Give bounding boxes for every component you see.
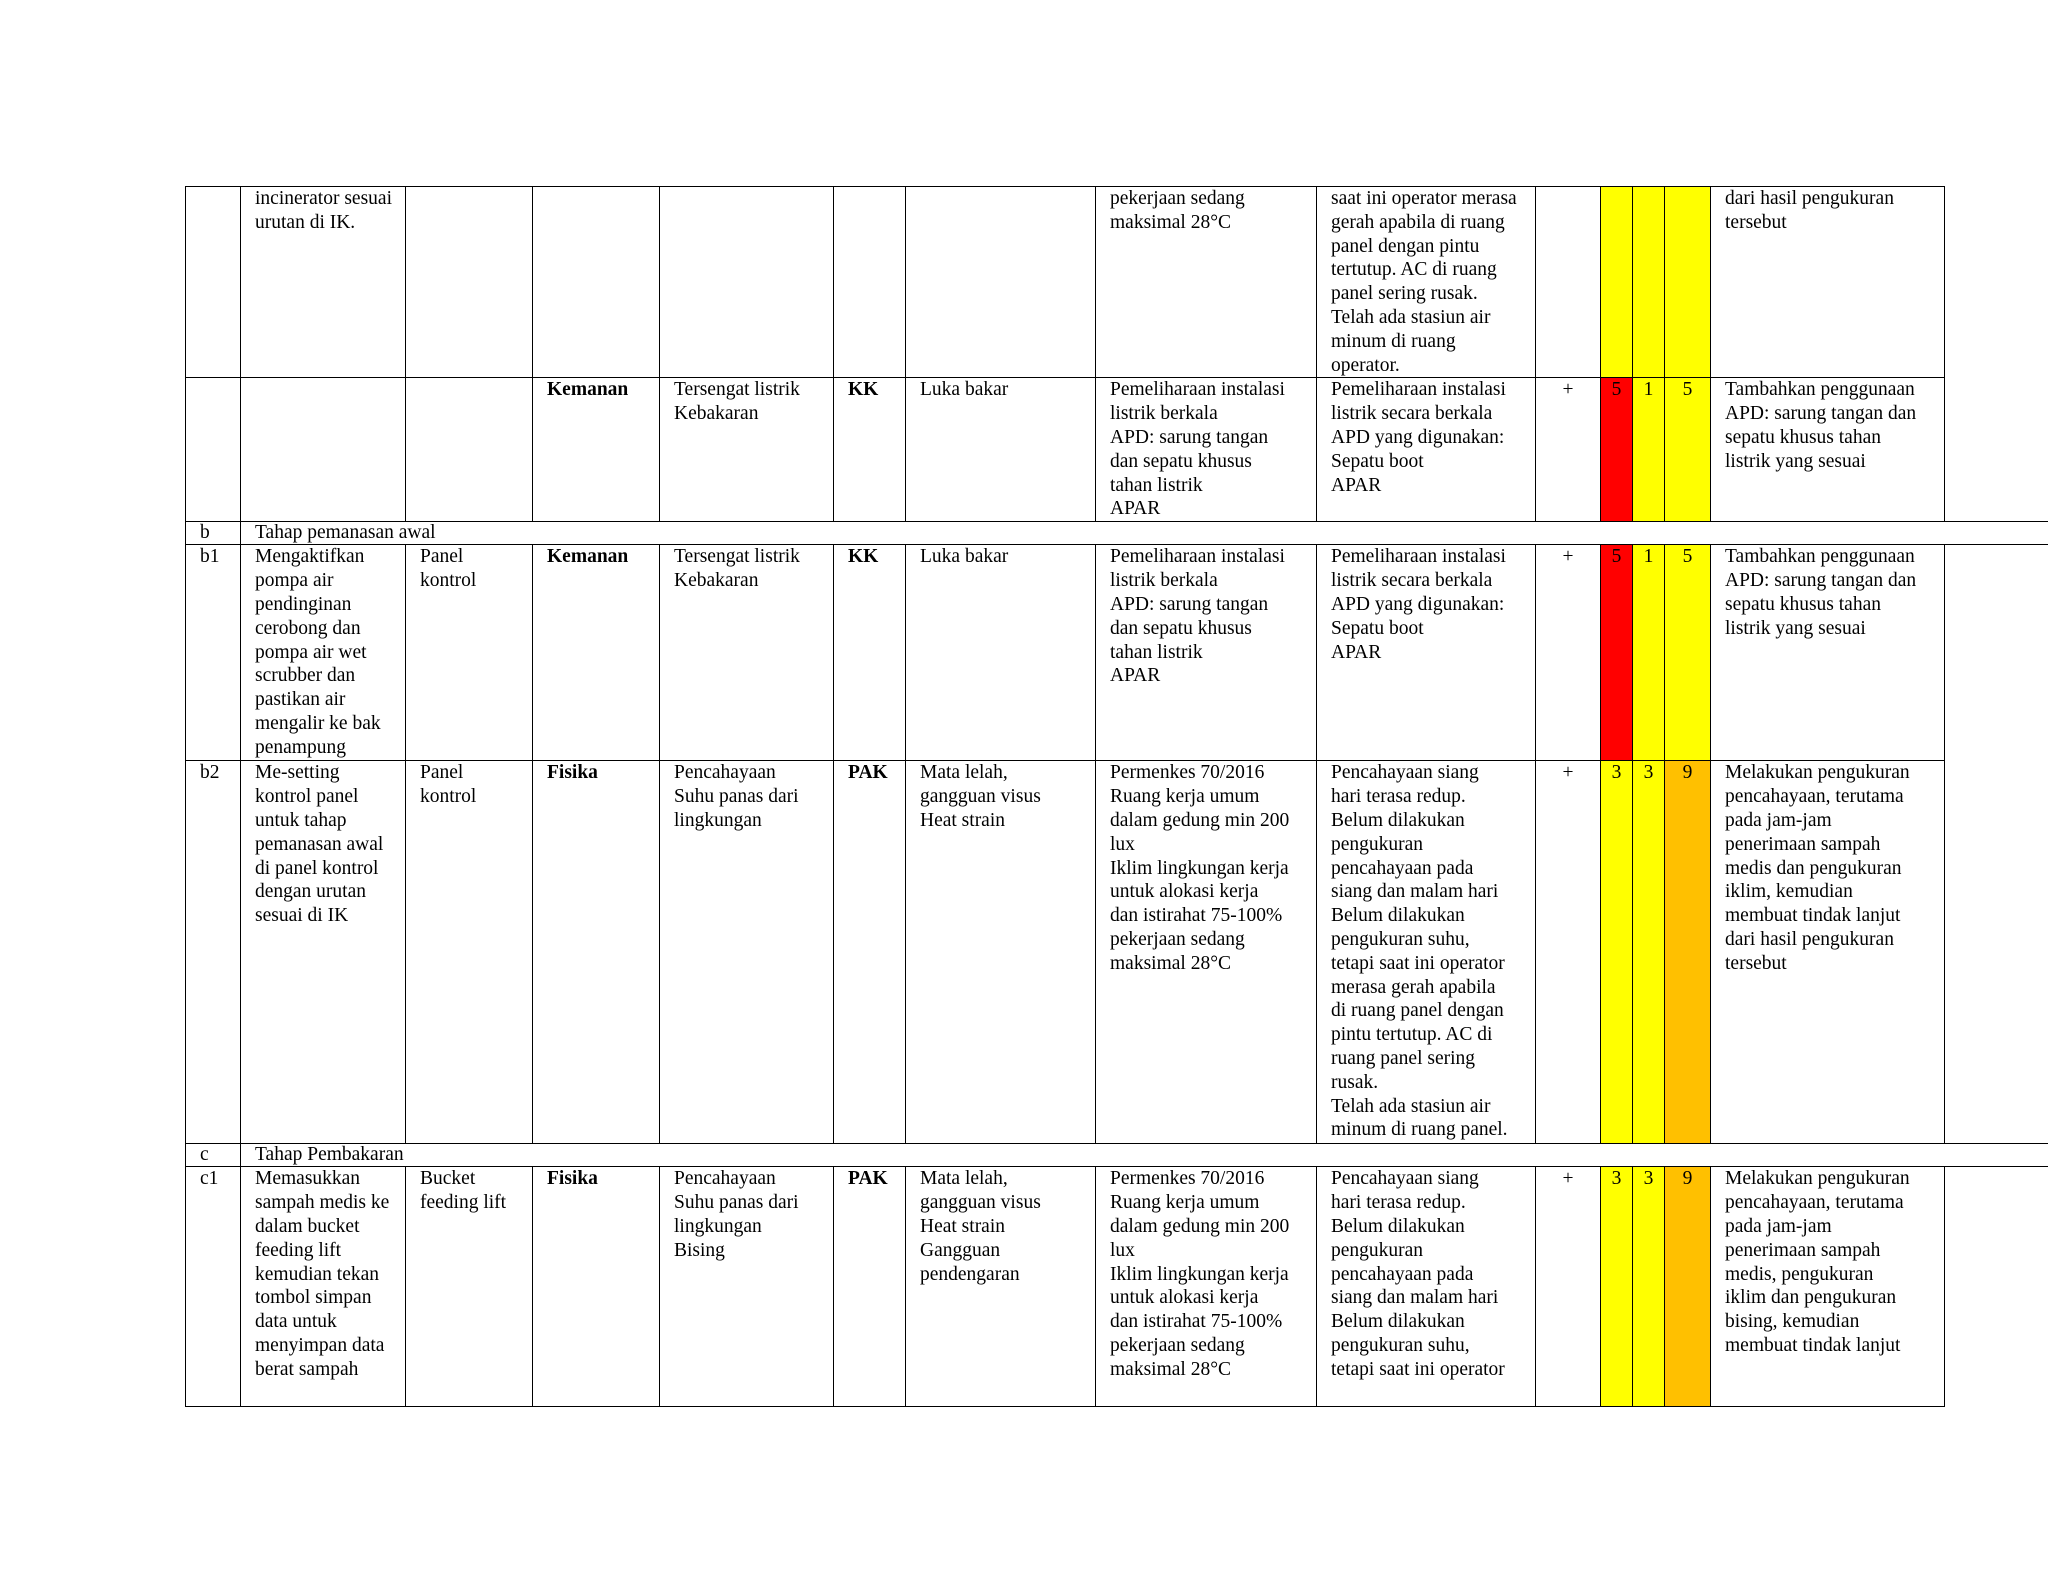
- activity-line: dalam bucket: [255, 1215, 360, 1237]
- activity-line: tombol simpan: [255, 1287, 372, 1309]
- recommendation-cell: [1711, 1167, 1945, 1407]
- requirement-line: listrik berkala: [1110, 403, 1218, 425]
- condition-line: minum di ruang panel.: [1331, 1119, 1508, 1141]
- impact-line: Heat strain: [920, 809, 1006, 831]
- activity-line: Memasukkan: [255, 1168, 361, 1190]
- activity-line: di panel kontrol: [255, 857, 379, 879]
- requirement-cell: [1096, 1167, 1317, 1407]
- recommendation-cell: [1711, 761, 1945, 1144]
- activity-line: mengalir ke bak: [255, 712, 381, 734]
- condition-line: Belum dilakukan: [1331, 1215, 1465, 1237]
- recommendation-line: APD: sarung tangan dan: [1725, 570, 1917, 592]
- probability-score-cell: 1: [1633, 545, 1665, 761]
- requirement-line: pekerjaan sedang: [1110, 188, 1245, 209]
- condition-line: tertutup. AC di ruang: [1331, 259, 1497, 281]
- condition-line: di ruang panel dengan: [1331, 1000, 1504, 1022]
- step-code-cell: b2: [186, 761, 241, 1144]
- recommendation-line: medis dan pengukuran: [1725, 857, 1902, 879]
- sign-cell: +: [1536, 545, 1601, 761]
- activity-line: sesuai di IK: [255, 905, 349, 927]
- requirement-line: Iklim lingkungan kerja: [1110, 857, 1289, 879]
- tool-line: Bucket: [420, 1168, 476, 1190]
- probability-score-cell: 1: [1633, 378, 1665, 522]
- hazard-line: Kebakaran: [674, 403, 759, 425]
- activity-line: pompa air: [255, 570, 334, 592]
- requirement-line: Iklim lingkungan kerja: [1110, 1263, 1289, 1285]
- section-row: [186, 1144, 2048, 1167]
- impact-cell: [906, 378, 1096, 522]
- condition-line: APAR: [1331, 641, 1382, 663]
- condition-line: APAR: [1331, 474, 1382, 496]
- sign-cell: +: [1536, 761, 1601, 1144]
- requirement-line: dan sepatu khusus: [1110, 617, 1252, 639]
- empty-cell: [1945, 1167, 2048, 1407]
- condition-line: pengukuran: [1331, 1239, 1424, 1261]
- consequence-score-cell: 3: [1601, 1167, 1633, 1407]
- requirement-line: pekerjaan sedang: [1110, 1334, 1245, 1356]
- activity-line: untuk tahap: [255, 809, 347, 831]
- requirement-line: Ruang kerja umum: [1110, 1192, 1260, 1214]
- sign-cell: +: [1536, 1167, 1601, 1407]
- condition-cell: [1317, 1167, 1536, 1407]
- recommendation-line: Melakukan pengukuran: [1725, 762, 1910, 784]
- requirement-cell: [1096, 545, 1317, 761]
- requirement-line: Permenkes 70/2016: [1110, 762, 1265, 784]
- hazard-cell: [660, 187, 834, 378]
- condition-line: Belum dilakukan: [1331, 809, 1465, 831]
- impact-cell: [906, 187, 1096, 378]
- tool-cell: [406, 187, 533, 378]
- recommendation-line: medis, pengukuran: [1725, 1263, 1874, 1285]
- activity-line: Mengaktifkan: [255, 546, 365, 568]
- table-row: [186, 378, 2048, 522]
- empty-cell: [1945, 761, 2048, 1144]
- risk-type-cell: KK: [834, 545, 906, 761]
- condition-line: Telah ada stasiun air: [1331, 1095, 1491, 1117]
- hazard-cell: [660, 378, 834, 522]
- requirement-line: lux: [1110, 1239, 1135, 1261]
- probability-score-cell: [1633, 187, 1665, 378]
- empty-cell: [1945, 378, 2048, 522]
- recommendation-line: pada jam-jam: [1725, 809, 1832, 831]
- condition-line: hari terasa redup.: [1331, 1192, 1466, 1214]
- requirement-line: tahan listrik: [1110, 474, 1203, 496]
- requirement-line: APD: sarung tangan: [1110, 593, 1269, 615]
- empty-cell: [1945, 187, 2048, 378]
- requirement-line: APD: sarung tangan: [1110, 426, 1269, 448]
- step-code-cell: c: [186, 1144, 241, 1167]
- hazard-cell: [660, 545, 834, 761]
- consequence-score-cell: 5: [1601, 378, 1633, 522]
- requirement-line: untuk alokasi kerja: [1110, 881, 1259, 903]
- hazard-line: Suhu panas dari: [674, 786, 799, 808]
- hazard-line: Pencahayaan: [674, 1168, 776, 1190]
- activity-cell: [241, 761, 406, 1144]
- requirement-line: maksimal 28°C: [1110, 1358, 1231, 1380]
- requirement-line: APAR: [1110, 498, 1161, 520]
- condition-line: Pencahayaan siang: [1331, 1168, 1479, 1190]
- recommendation-line: Melakukan pengukuran: [1725, 1168, 1910, 1190]
- condition-line: panel dengan pintu: [1331, 235, 1480, 257]
- hazard-line: Suhu panas dari: [674, 1192, 799, 1214]
- consequence-score-cell: 5: [1601, 545, 1633, 761]
- section-title-cell: Tahap Pembakaran: [241, 1144, 2048, 1167]
- requirement-cell: [1096, 187, 1317, 378]
- condition-line: saat ini operator merasa: [1331, 188, 1517, 209]
- condition-line: pencahayaan pada: [1331, 857, 1474, 879]
- table-row: [186, 761, 2048, 1144]
- risk-type-cell: PAK: [834, 1167, 906, 1407]
- recommendation-line: dari hasil pengukuran: [1725, 188, 1894, 209]
- recommendation-line: Tambahkan penggunaan: [1725, 379, 1915, 401]
- condition-line: Pemeliharaan instalasi: [1331, 379, 1506, 401]
- requirement-line: Permenkes 70/2016: [1110, 1168, 1265, 1190]
- consequence-score-cell: 3: [1601, 761, 1633, 1144]
- condition-cell: [1317, 761, 1536, 1144]
- condition-line: gerah apabila di ruang: [1331, 211, 1505, 233]
- hazard-line: Pencahayaan: [674, 762, 776, 784]
- condition-line: minum di ruang: [1331, 330, 1456, 352]
- requirement-line: tahan listrik: [1110, 641, 1203, 663]
- impact-line: Mata lelah,: [920, 1168, 1008, 1190]
- activity-line: incinerator sesuai: [255, 188, 392, 209]
- section-title-cell: Tahap pemanasan awal: [241, 522, 2048, 545]
- activity-line: pemanasan awal: [255, 833, 384, 855]
- condition-cell: [1317, 545, 1536, 761]
- requirement-line: lux: [1110, 833, 1135, 855]
- activity-line: sampah medis ke: [255, 1192, 390, 1214]
- condition-line: pintu tertutup. AC di: [1331, 1024, 1493, 1046]
- risk-score-cell: [1665, 187, 1711, 378]
- requirement-line: maksimal 28°C: [1110, 952, 1231, 974]
- impact-line: Gangguan: [920, 1239, 1001, 1261]
- condition-line: listrik secara berkala: [1331, 570, 1493, 592]
- activity-cell: [241, 545, 406, 761]
- condition-line: pencahayaan pada: [1331, 1263, 1474, 1285]
- hazard-line: lingkungan: [674, 809, 762, 831]
- requirement-line: dalam gedung min 200: [1110, 1215, 1290, 1237]
- requirement-line: dan istirahat 75-100%: [1110, 1311, 1283, 1333]
- activity-line: feeding lift: [255, 1239, 342, 1261]
- requirement-cell: [1096, 761, 1317, 1144]
- recommendation-line: tersebut: [1725, 952, 1787, 974]
- risk-type-cell: PAK: [834, 761, 906, 1144]
- hazard-line: Kebakaran: [674, 570, 759, 592]
- impact-cell: [906, 1167, 1096, 1407]
- activity-line: kemudian tekan: [255, 1263, 379, 1285]
- hazard-line: Bising: [674, 1239, 725, 1261]
- recommendation-line: bising, kemudian: [1725, 1311, 1860, 1333]
- recommendation-cell: [1711, 378, 1945, 522]
- risk-score-cell: 9: [1665, 761, 1711, 1144]
- hazard-line: lingkungan: [674, 1215, 762, 1237]
- requirement-line: dan istirahat 75-100%: [1110, 905, 1283, 927]
- hazard-category-cell: [533, 187, 660, 378]
- condition-line: Sepatu boot: [1331, 450, 1424, 472]
- condition-line: hari terasa redup.: [1331, 786, 1466, 808]
- risk-score-cell: 5: [1665, 378, 1711, 522]
- recommendation-line: listrik yang sesuai: [1725, 450, 1866, 472]
- condition-line: pengukuran: [1331, 833, 1424, 855]
- tool-line: kontrol: [420, 570, 477, 592]
- probability-score-cell: 3: [1633, 761, 1665, 1144]
- risk-assessment-table: [185, 186, 2048, 1407]
- activity-line: urutan di IK.: [255, 211, 356, 233]
- recommendation-line: membuat tindak lanjut: [1725, 905, 1901, 927]
- condition-line: Telah ada stasiun air: [1331, 306, 1491, 328]
- condition-line: APD yang digunakan:: [1331, 593, 1505, 615]
- recommendation-line: tersebut: [1725, 211, 1787, 233]
- recommendation-line: pada jam-jam: [1725, 1215, 1832, 1237]
- tool-cell: [406, 761, 533, 1144]
- requirement-line: dalam gedung min 200: [1110, 809, 1290, 831]
- recommendation-cell: [1711, 545, 1945, 761]
- activity-line: penampung: [255, 736, 346, 758]
- condition-line: merasa gerah apabila: [1331, 976, 1496, 998]
- condition-line: tetapi saat ini operator: [1331, 952, 1505, 974]
- impact-line: Luka bakar: [920, 379, 1009, 401]
- step-code-cell: b1: [186, 545, 241, 761]
- condition-line: operator.: [1331, 354, 1400, 376]
- hazard-category-cell: Kemanan: [533, 378, 660, 522]
- condition-cell: [1317, 187, 1536, 378]
- requirement-line: APAR: [1110, 665, 1161, 687]
- tool-line: kontrol: [420, 786, 477, 808]
- table-row: [186, 1167, 2048, 1407]
- requirement-line: Pemeliharaan instalasi: [1110, 379, 1285, 401]
- condition-line: Sepatu boot: [1331, 617, 1424, 639]
- recommendation-line: Tambahkan penggunaan: [1725, 546, 1915, 568]
- impact-line: gangguan visus: [920, 1192, 1041, 1214]
- requirement-cell: [1096, 378, 1317, 522]
- step-code-cell: b: [186, 522, 241, 545]
- condition-line: Belum dilakukan: [1331, 1311, 1465, 1333]
- tool-line: Panel: [420, 546, 464, 568]
- activity-line: kontrol panel: [255, 786, 359, 808]
- condition-line: Pemeliharaan instalasi: [1331, 546, 1506, 568]
- step-code-cell: [186, 378, 241, 522]
- step-code-cell: c1: [186, 1167, 241, 1407]
- impact-line: Luka bakar: [920, 546, 1009, 568]
- section-row: [186, 522, 2048, 545]
- table-row: [186, 187, 2048, 378]
- activity-line: scrubber dan: [255, 665, 356, 687]
- tool-cell: [406, 378, 533, 522]
- risk-type-cell: [834, 187, 906, 378]
- step-code-cell: [186, 187, 241, 378]
- recommendation-line: APD: sarung tangan dan: [1725, 403, 1917, 425]
- requirement-line: Ruang kerja umum: [1110, 786, 1260, 808]
- activity-cell: [241, 187, 406, 378]
- hazard-cell: [660, 761, 834, 1144]
- tool-line: Panel: [420, 762, 464, 784]
- activity-line: menyimpan data: [255, 1334, 385, 1356]
- sign-cell: +: [1536, 378, 1601, 522]
- recommendation-line: penerimaan sampah: [1725, 833, 1881, 855]
- tool-line: feeding lift: [420, 1192, 507, 1214]
- recommendation-cell: [1711, 187, 1945, 378]
- requirement-line: pekerjaan sedang: [1110, 928, 1245, 950]
- condition-line: pengukuran suhu,: [1331, 1334, 1470, 1356]
- activity-line: Me-setting: [255, 762, 340, 784]
- hazard-category-cell: Fisika: [533, 761, 660, 1144]
- condition-line: listrik secara berkala: [1331, 403, 1493, 425]
- tool-cell: [406, 1167, 533, 1407]
- requirement-line: dan sepatu khusus: [1110, 450, 1252, 472]
- sign-cell: [1536, 187, 1601, 378]
- activity-cell: [241, 1167, 406, 1407]
- condition-line: tetapi saat ini operator: [1331, 1358, 1505, 1380]
- condition-line: rusak.: [1331, 1071, 1379, 1093]
- condition-line: panel sering rusak.: [1331, 283, 1478, 305]
- condition-line: Pencahayaan siang: [1331, 762, 1479, 784]
- activity-cell: [241, 378, 406, 522]
- recommendation-line: membuat tindak lanjut: [1725, 1334, 1901, 1356]
- hazard-cell: [660, 1167, 834, 1407]
- activity-line: pastikan air: [255, 689, 346, 711]
- recommendation-line: iklim, kemudian: [1725, 881, 1853, 903]
- activity-line: berat sampah: [255, 1358, 359, 1380]
- impact-line: pendengaran: [920, 1263, 1020, 1285]
- consequence-score-cell: [1601, 187, 1633, 378]
- recommendation-line: dari hasil pengukuran: [1725, 928, 1894, 950]
- recommendation-line: sepatu khusus tahan: [1725, 426, 1881, 448]
- recommendation-line: penerimaan sampah: [1725, 1239, 1881, 1261]
- hazard-line: Tersengat listrik: [674, 379, 800, 401]
- risk-score-cell: 9: [1665, 1167, 1711, 1407]
- risk-score-cell: 5: [1665, 545, 1711, 761]
- hazard-category-cell: Fisika: [533, 1167, 660, 1407]
- condition-line: siang dan malam hari: [1331, 1287, 1499, 1309]
- impact-line: Heat strain: [920, 1215, 1006, 1237]
- probability-score-cell: 3: [1633, 1167, 1665, 1407]
- requirement-line: Pemeliharaan instalasi: [1110, 546, 1285, 568]
- condition-line: pengukuran suhu,: [1331, 928, 1470, 950]
- recommendation-line: pencahayaan, terutama: [1725, 1192, 1904, 1214]
- activity-line: pendinginan: [255, 593, 352, 615]
- hazard-category-cell: Kemanan: [533, 545, 660, 761]
- condition-cell: [1317, 378, 1536, 522]
- impact-line: gangguan visus: [920, 786, 1041, 808]
- recommendation-line: iklim dan pengukuran: [1725, 1287, 1897, 1309]
- condition-line: Belum dilakukan: [1331, 905, 1465, 927]
- condition-line: ruang panel sering: [1331, 1047, 1476, 1069]
- table-row: [186, 545, 2048, 761]
- risk-type-cell: KK: [834, 378, 906, 522]
- activity-line: pompa air wet: [255, 641, 367, 663]
- impact-cell: [906, 761, 1096, 1144]
- table-body: [186, 187, 2048, 1407]
- requirement-line: maksimal 28°C: [1110, 211, 1231, 233]
- condition-line: APD yang digunakan:: [1331, 426, 1505, 448]
- impact-line: Mata lelah,: [920, 762, 1008, 784]
- empty-cell: [1945, 545, 2048, 761]
- hazard-line: Tersengat listrik: [674, 546, 800, 568]
- recommendation-line: listrik yang sesuai: [1725, 617, 1866, 639]
- tool-cell: [406, 545, 533, 761]
- requirement-line: listrik berkala: [1110, 570, 1218, 592]
- activity-line: data untuk: [255, 1311, 337, 1333]
- requirement-line: untuk alokasi kerja: [1110, 1287, 1259, 1309]
- condition-line: siang dan malam hari: [1331, 881, 1499, 903]
- impact-cell: [906, 545, 1096, 761]
- activity-line: dengan urutan: [255, 881, 367, 903]
- activity-line: cerobong dan: [255, 617, 361, 639]
- recommendation-line: sepatu khusus tahan: [1725, 593, 1881, 615]
- recommendation-line: pencahayaan, terutama: [1725, 786, 1904, 808]
